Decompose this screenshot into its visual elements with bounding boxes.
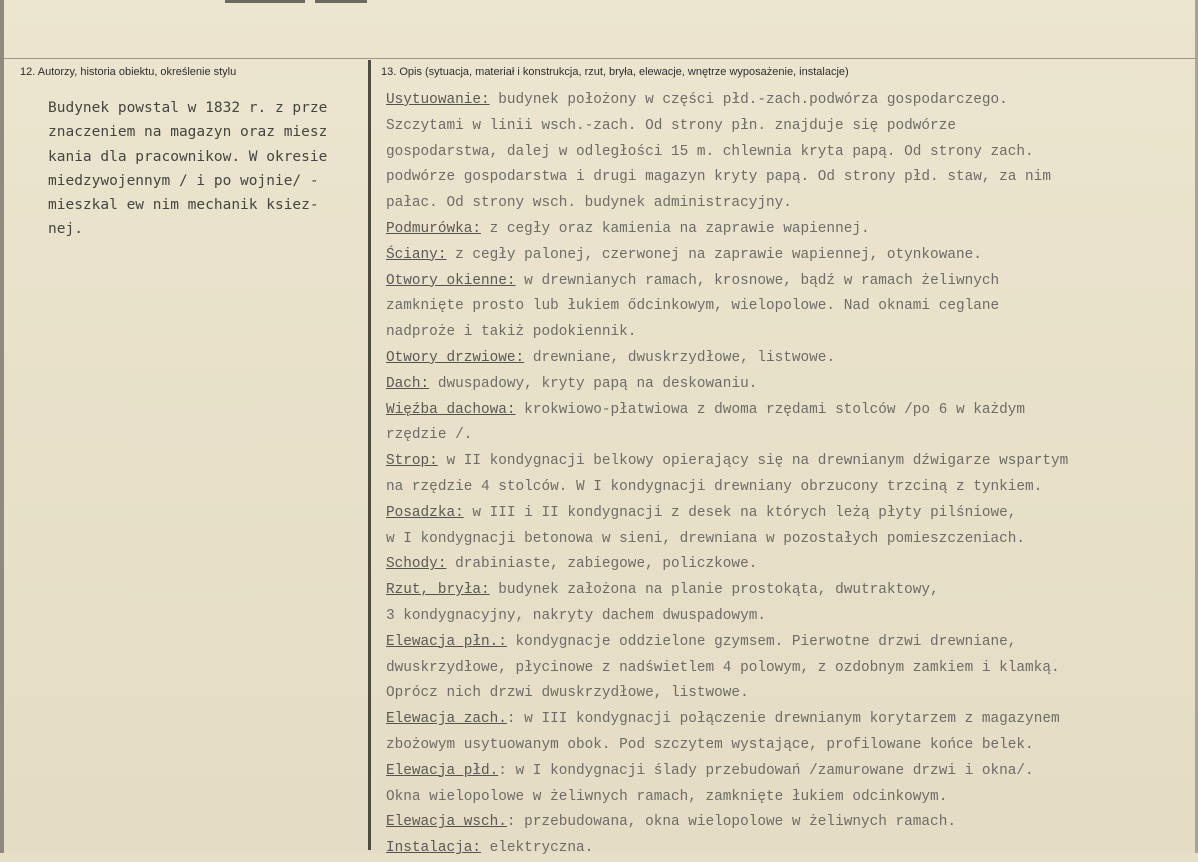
- field-text: krokwiowo-płatwiowa z dwoma rzędami stolców /po 6 w każdym: [515, 401, 1026, 418]
- field-text: zbożowym usytuowanym obok. Pod szczytem wystające, profilowane końce belek.: [386, 736, 1034, 753]
- description-line: [386, 759, 1194, 785]
- field-text: w III i II kondygnacji z desek na których leżą płyty pilśniowe,: [463, 504, 1017, 521]
- description-line: [386, 475, 1194, 501]
- field-text: elektryczna.: [481, 840, 594, 857]
- field-label: Strop:: [386, 453, 438, 470]
- field-text: drabiniaste, zabiegowe, policzkowe.: [446, 556, 758, 573]
- field-text: Oprócz nich drzwi dwuskrzydłowe, listwowe.: [386, 685, 749, 702]
- field-label: Usytuowanie:: [386, 92, 490, 108]
- field-text: dwuskrzydłowe, płycinowe z nadświetlem 4 polowym, z ozdobnym zamkiem i klamką.: [386, 659, 1060, 676]
- field-text: 3 kondygnacyjny, nakryty dachem dwuspadowym.: [386, 607, 766, 624]
- description-line: [386, 501, 1194, 527]
- description-line: [386, 656, 1194, 682]
- field-label: Schody:: [386, 556, 447, 573]
- field-label: Otwory okienne:: [386, 272, 516, 289]
- field-label: Elewacja płd.: [386, 762, 499, 779]
- field-text: dwuspadowy, kryty papą na deskowaniu.: [429, 375, 758, 392]
- field-label: Elewacja płn.:: [386, 633, 507, 650]
- field-text: nadproże i takiż podokiennik.: [386, 324, 637, 341]
- description-line: [386, 165, 1194, 191]
- history-line: nej.: [48, 221, 83, 238]
- header-rule: [4, 58, 1195, 59]
- description-line: [386, 707, 1194, 733]
- description-line: [386, 88, 1194, 114]
- description-text: [386, 88, 1194, 862]
- description-line: [386, 140, 1194, 166]
- field-label: Instalacja:: [386, 840, 481, 857]
- description-line: [386, 114, 1194, 140]
- description-line: [386, 423, 1194, 449]
- field-text: w II kondygnacji belkowy opierający się na drewnianym dźwigarze wspartym: [437, 453, 1069, 470]
- field-label: Otwory drzwiowe:: [386, 349, 525, 366]
- history-line: mieszkal ew nim mechanik ksiez-: [48, 197, 319, 214]
- field-text: : w III kondygnacji połączenie drewnianym korytarzem z magazynem: [506, 711, 1060, 728]
- field-label: Elewacja wsch.: [386, 814, 507, 831]
- field-text: kondygnacje oddzielone gzymsem. Pierwotne drzwi drewniane,: [506, 633, 1017, 650]
- field-text: gospodarstwa, dalej w odległości 15 m. chlewnia kryta papą. Od strony zach.: [386, 143, 1034, 160]
- field-label: Elewacja zach.: [386, 711, 507, 728]
- field-text: : przebudowana, okna wielopolowe w żeliwnych ramach.: [506, 814, 956, 831]
- description-line: [386, 269, 1194, 295]
- history-text: [48, 96, 366, 242]
- description-line: [386, 681, 1194, 707]
- field-label: Więźba dachowa:: [386, 401, 516, 418]
- field-text: podwórze gospodarstwa i drugi magazyn kryty papą. Od strony płd. staw, za nim: [386, 169, 1051, 186]
- description-line: [386, 604, 1194, 630]
- history-line: znaczeniem na magazyn oraz miesz: [48, 124, 328, 141]
- description-line: [386, 449, 1194, 475]
- section-13-header: 13. Opis (sytuacja, materiał i konstrukcja, rzut, bryła, elewacje, wnętrze wyposażenie, instalacje): [381, 66, 849, 78]
- description-line: [386, 217, 1194, 243]
- field-text: w I kondygnacji betonowa w sieni, drewniana w pozostałych pomieszczeniach.: [386, 530, 1026, 547]
- field-label: Posadzka:: [386, 504, 464, 521]
- field-text: budynek założona na planie prostokąta, dwutraktowy,: [489, 582, 939, 599]
- field-text: z cegły palonej, czerwonej na zaprawie wapiennej, otynkowane.: [446, 246, 982, 263]
- field-label: Ściany:: [386, 246, 447, 263]
- description-line: [386, 372, 1194, 398]
- description-line: [386, 836, 1194, 862]
- scan-edge-left: [0, 0, 4, 853]
- field-label: Podmurówka:: [386, 220, 481, 237]
- field-text: Okna wielopolowe w żeliwnych ramach, zamknięte łukiem odcinkowym.: [386, 788, 948, 805]
- description-line: [386, 527, 1194, 553]
- description-line: [386, 398, 1194, 424]
- history-line: kania dla pracownikow. W okresie: [48, 148, 328, 165]
- column-divider: [368, 60, 371, 850]
- field-label: Dach:: [386, 375, 430, 392]
- description-line: [386, 733, 1194, 759]
- description-line: [386, 191, 1194, 217]
- description-line: [386, 552, 1194, 578]
- section-12-header: 12. Autorzy, historia obiektu, określenie stylu: [20, 66, 237, 78]
- top-mark: [315, 0, 367, 3]
- field-text: rzędzie /.: [386, 427, 473, 444]
- top-mark: [225, 0, 305, 3]
- history-line: miedzywojennym / i po wojnie/ -: [48, 172, 319, 189]
- description-line: [386, 810, 1194, 836]
- description-line: [386, 243, 1194, 269]
- field-label: Rzut, bryła:: [386, 582, 490, 599]
- field-text: zamknięte prosto lub łukiem ődcinkowym, wielopolowe. Nad oknami ceglane: [386, 298, 1000, 315]
- field-text: na rzędzie 4 stolców. W I kondygnacji drewniany obrzucony trzciną z tynkiem.: [386, 478, 1043, 495]
- field-text: pałac. Od strony wsch. budynek administracyjny.: [386, 195, 792, 212]
- field-text: budynek położony w części płd.-zach.podwórza gospodarczego.: [489, 92, 1008, 108]
- description-line: [386, 785, 1194, 811]
- description-line: [386, 630, 1194, 656]
- field-text: w drewnianych ramach, krosnowe, bądź w ramach żeliwnych: [515, 272, 1000, 289]
- description-line: [386, 320, 1194, 346]
- description-line: [386, 578, 1194, 604]
- field-text: Szczytami w linii wsch.-zach. Od strony płn. znajduje się podwórze: [386, 117, 956, 134]
- history-line: Budynek powstal w 1832 r. z prze: [48, 100, 328, 116]
- description-line: [386, 346, 1194, 372]
- field-text: : w I kondygnacji ślady przebudowań /zamurowane drzwi i okna/.: [498, 762, 1034, 779]
- description-line: [386, 294, 1194, 320]
- field-text: z cegły oraz kamienia na zaprawie wapiennej.: [481, 220, 870, 237]
- field-text: drewniane, dwuskrzydłowe, listwowe.: [524, 349, 836, 366]
